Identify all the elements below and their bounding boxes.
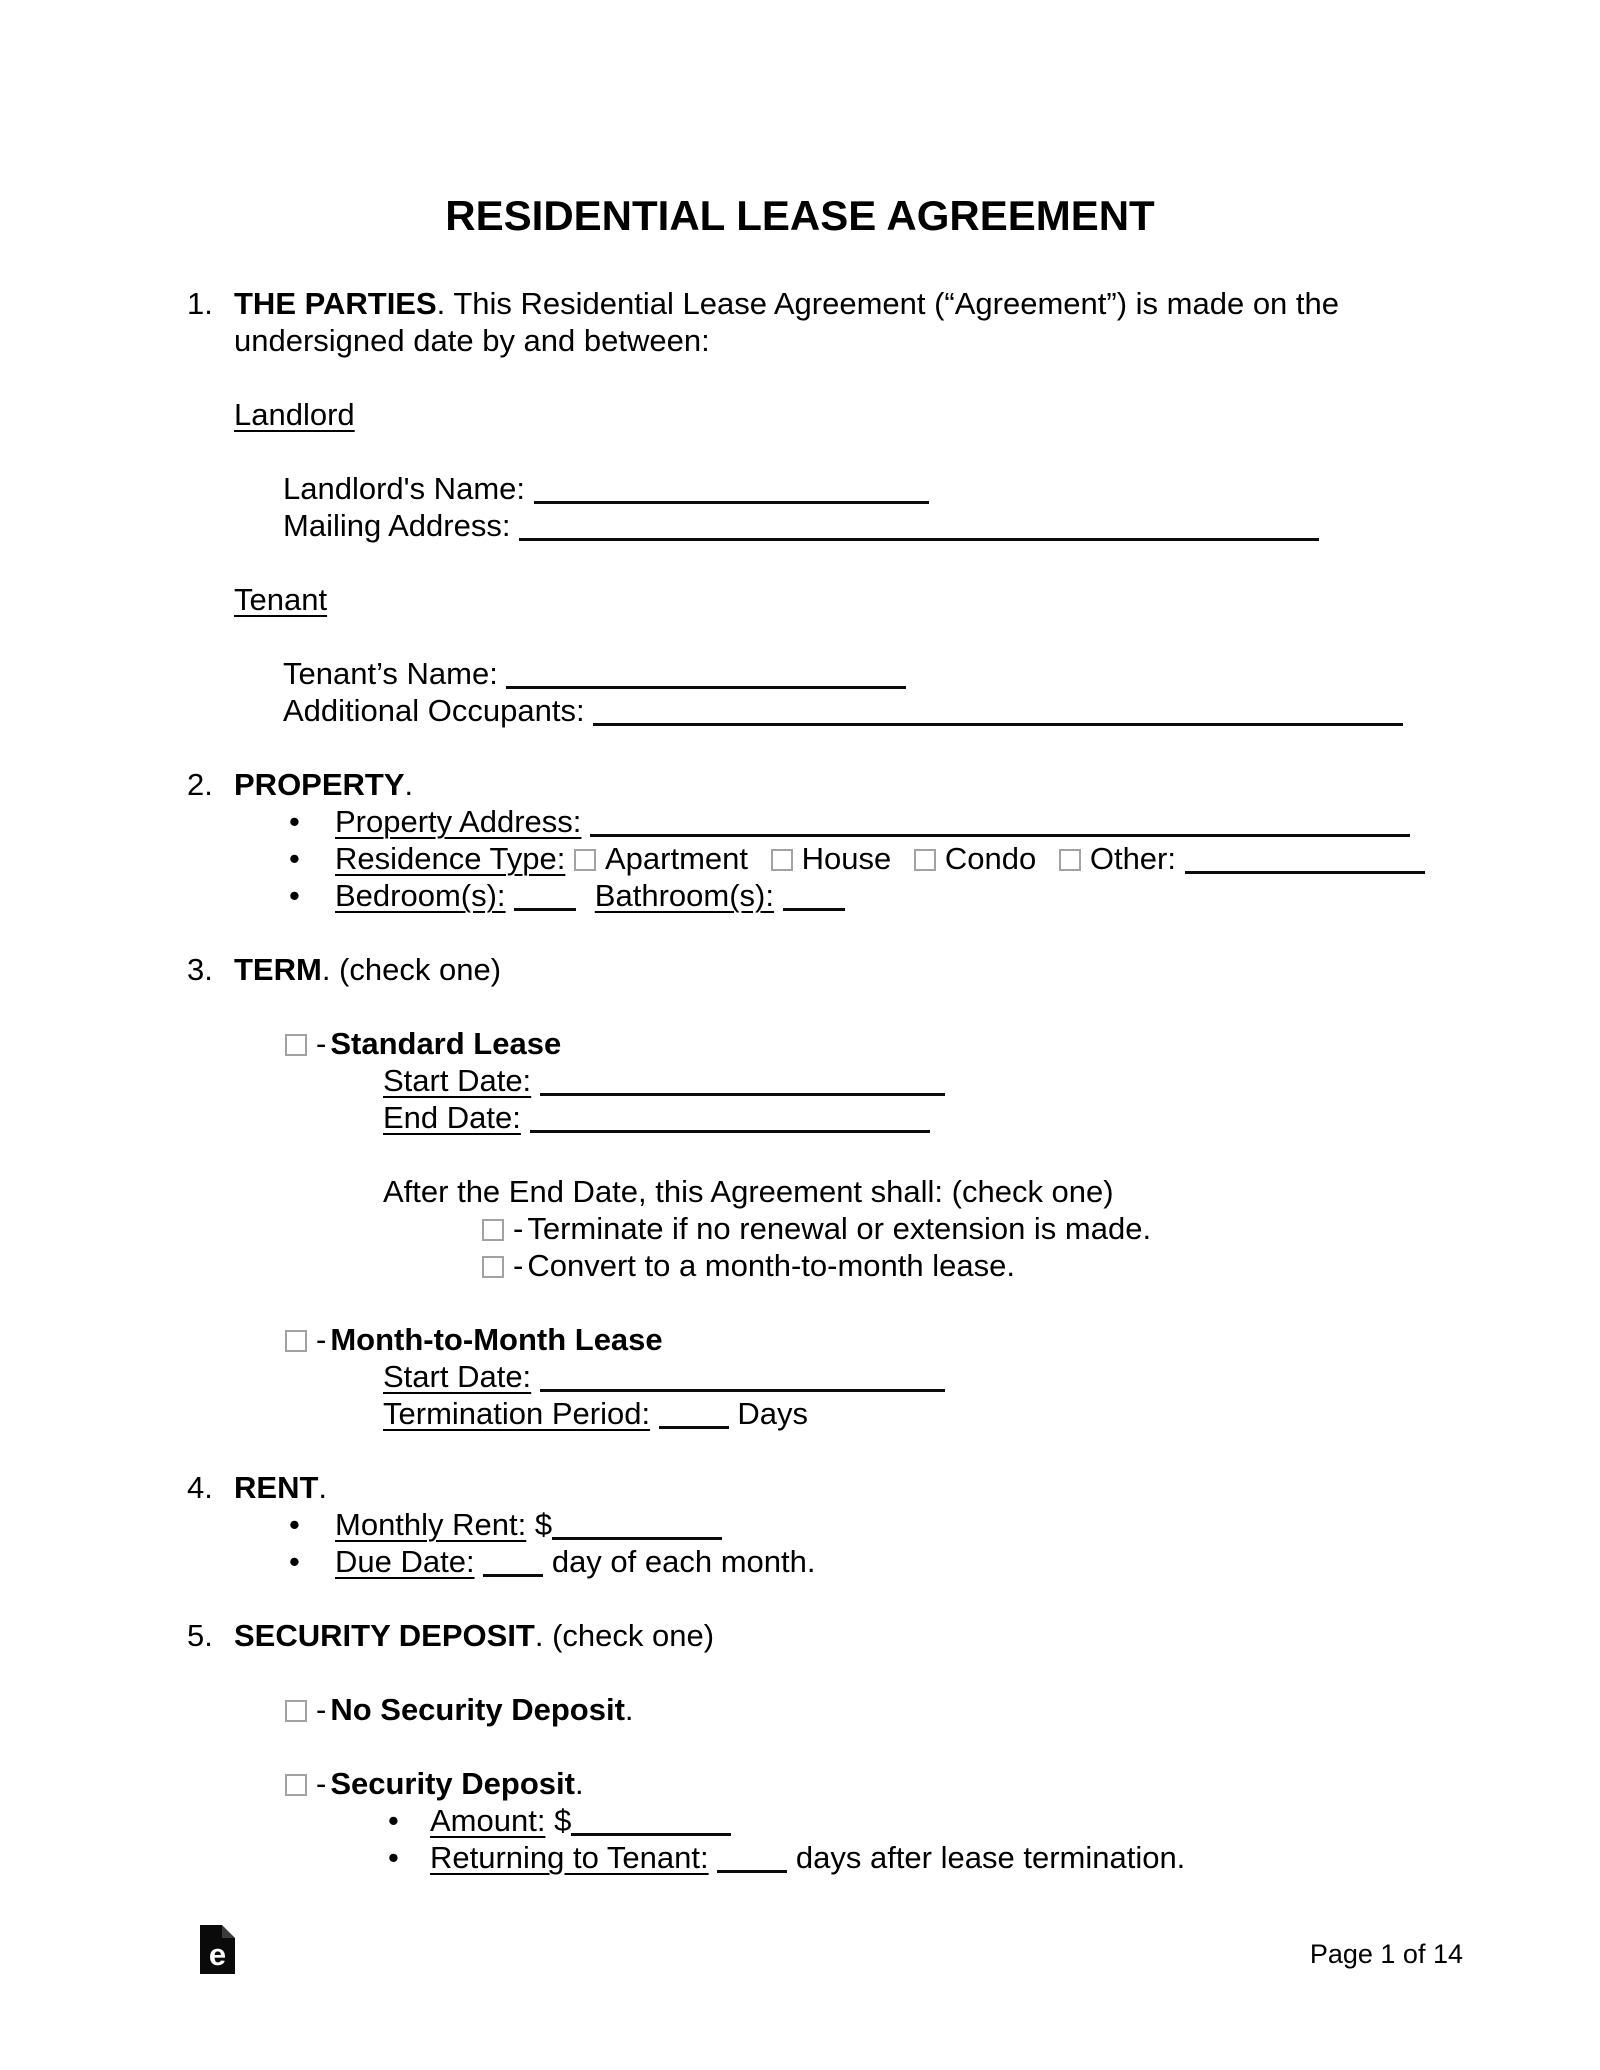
checkbox-residence-house[interactable] [771, 849, 793, 871]
eforms-logo-icon [200, 1925, 235, 1974]
section-rent-number: 4. [187, 1470, 213, 1505]
deposit-amount-row [234, 1802, 1460, 1839]
section-security-deposit-heading-line [234, 1617, 1460, 1654]
monthly-rent-row [234, 1506, 1460, 1543]
residence-option-house: House [801, 841, 892, 876]
page-title: RESIDENTIAL LEASE AGREEMENT [445, 192, 1155, 239]
checkbox-residence-other[interactable] [1059, 849, 1081, 871]
checkbox-month-to-month-lease[interactable] [285, 1330, 307, 1352]
due-date-label: Due Date: [335, 1544, 475, 1579]
checkbox-standard-lease[interactable] [285, 1034, 307, 1056]
returning-to-tenant-field[interactable] [717, 1850, 787, 1873]
section-rent-heading: RENT [234, 1470, 319, 1505]
returning-to-tenant-row [234, 1839, 1460, 1876]
bullet-icon: • [289, 804, 300, 839]
m2m-start-date-field[interactable] [540, 1369, 945, 1392]
deposit-amount-field[interactable] [571, 1813, 731, 1836]
due-date-field[interactable] [483, 1554, 543, 1577]
page-number: Page 1 of 14 [1309, 1939, 1463, 1969]
dash: - [316, 1766, 327, 1801]
standard-end-date-row [383, 1099, 1460, 1136]
standard-start-date-field[interactable] [540, 1073, 945, 1096]
property-address-label: Property Address: [335, 804, 582, 839]
section-parties-intro-line2: undersigned date by and between: [234, 323, 710, 358]
additional-occupants-row [283, 692, 1460, 729]
checkbox-convert-month-to-month[interactable] [482, 1256, 504, 1278]
monthly-rent-field[interactable] [552, 1517, 722, 1540]
section-rent-heading-line [234, 1469, 1460, 1506]
section-rent-heading-rest: . [318, 1470, 328, 1505]
bullet-icon: • [388, 1840, 399, 1875]
checkbox-security-deposit[interactable] [285, 1774, 307, 1796]
section-security-deposit-number: 5. [187, 1618, 213, 1653]
security-deposit-row [285, 1765, 1460, 1802]
bedrooms-field[interactable] [514, 888, 576, 911]
section-parties-number: 1. [187, 286, 213, 321]
landlord-name-field[interactable] [534, 481, 929, 504]
bullet-icon: • [289, 1507, 300, 1542]
section-term [187, 951, 1460, 1432]
currency-symbol: $ [534, 1507, 553, 1542]
dash: - [513, 1211, 524, 1246]
dash: - [316, 1026, 327, 1061]
bathrooms-field[interactable] [783, 888, 845, 911]
month-to-month-lease-row [285, 1321, 1460, 1358]
section-parties-heading: THE PARTIES [234, 286, 437, 321]
residence-type-label: Residence Type: [335, 841, 566, 876]
due-date-suffix: day of each month. [551, 1544, 816, 1579]
property-address-row [234, 803, 1460, 840]
section-property [187, 766, 1460, 914]
tenant-heading: Tenant [234, 582, 328, 617]
landlord-heading: Landlord [234, 397, 355, 432]
returning-to-tenant-suffix: days after lease termination. [795, 1840, 1186, 1875]
mailing-address-field[interactable] [519, 518, 1319, 541]
bedrooms-label: Bedroom(s): [335, 878, 506, 913]
m2m-start-date-row [383, 1358, 1460, 1395]
termination-period-row [383, 1395, 1460, 1432]
section-parties-intro [234, 285, 1460, 359]
after-end-option-convert-row [482, 1247, 1460, 1284]
tenant-name-label: Tenant’s Name: [283, 656, 498, 691]
month-to-month-lease-label: Month-to-Month Lease [330, 1322, 663, 1357]
section-security-deposit-heading: SECURITY DEPOSIT [234, 1618, 535, 1653]
section-property-heading-line [234, 766, 1460, 803]
standard-end-date-field[interactable] [530, 1110, 930, 1133]
additional-occupants-label: Additional Occupants: [283, 693, 585, 728]
period: . [574, 1766, 584, 1801]
returning-to-tenant-label: Returning to Tenant: [430, 1840, 709, 1875]
bullet-icon: • [289, 1544, 300, 1579]
standard-start-date-row [383, 1062, 1460, 1099]
deposit-amount-label: Amount: [430, 1803, 546, 1838]
section-parties-intro-rest: . This Residential Lease Agreement (“Agreement”) is made on the [436, 286, 1340, 321]
bathrooms-label: Bathroom(s): [594, 878, 774, 913]
mailing-address-label: Mailing Address: [283, 508, 511, 543]
bullet-icon: • [289, 878, 300, 913]
monthly-rent-label: Monthly Rent: [335, 1507, 527, 1542]
checkbox-residence-apartment[interactable] [574, 849, 596, 871]
standard-start-date-label: Start Date: [383, 1063, 532, 1098]
section-property-number: 2. [187, 767, 213, 802]
bedrooms-bathrooms-row [234, 877, 1460, 914]
section-property-heading: PROPERTY [234, 767, 405, 802]
additional-occupants-field[interactable] [593, 703, 1403, 726]
security-deposit-label: Security Deposit [330, 1766, 575, 1801]
residence-option-apartment: Apartment [604, 841, 748, 876]
tenant-name-field[interactable] [506, 666, 906, 689]
bullet-icon: • [289, 841, 300, 876]
landlord-name-row [283, 470, 1460, 507]
section-term-number: 3. [187, 952, 213, 987]
termination-period-field[interactable] [659, 1406, 729, 1429]
landlord-name-label: Landlord's Name: [283, 471, 525, 506]
bullet-icon: • [388, 1803, 399, 1838]
residence-type-row [234, 840, 1460, 877]
residence-other-field[interactable] [1185, 851, 1425, 874]
no-security-deposit-label: No Security Deposit [330, 1692, 625, 1727]
mailing-address-row [283, 507, 1460, 544]
section-security-deposit-heading-rest: . (check one) [534, 1618, 715, 1653]
standard-lease-row [285, 1025, 1460, 1062]
currency-symbol: $ [554, 1803, 572, 1838]
after-end-option-terminate-row [482, 1210, 1460, 1247]
section-term-heading: TERM [234, 952, 322, 987]
no-security-deposit-row [285, 1691, 1460, 1728]
termination-period-suffix: Days [737, 1396, 808, 1431]
checkbox-no-security-deposit[interactable] [285, 1700, 307, 1722]
residence-option-condo: Condo [944, 841, 1037, 876]
property-address-field[interactable] [590, 814, 1410, 837]
standard-end-date-label: End Date: [383, 1100, 521, 1135]
tenant-name-row [283, 655, 1460, 692]
termination-period-label: Termination Period: [383, 1396, 651, 1431]
section-rent [187, 1469, 1460, 1580]
dash: - [316, 1692, 327, 1727]
section-term-heading-rest: . (check one) [321, 952, 502, 987]
residence-option-other-label: Other: [1089, 841, 1176, 876]
period: . [624, 1692, 634, 1727]
m2m-start-date-label: Start Date: [383, 1359, 532, 1394]
dash: - [513, 1248, 524, 1283]
section-term-heading-line [234, 951, 1460, 988]
section-property-heading-rest: . [404, 767, 414, 802]
after-end-date-text: After the End Date, this Agreement shall: (check one) [383, 1174, 1114, 1209]
logo-letter: e [208, 1937, 227, 1972]
due-date-row [234, 1543, 1460, 1580]
after-end-option-convert-label: Convert to a month-to-month lease. [527, 1248, 1015, 1283]
dash: - [316, 1322, 327, 1357]
after-end-option-terminate-label: Terminate if no renewal or extension is made. [527, 1211, 1152, 1246]
checkbox-residence-condo[interactable] [914, 849, 936, 871]
checkbox-terminate[interactable] [482, 1219, 504, 1241]
section-security-deposit [187, 1617, 1460, 1876]
section-parties [187, 285, 1460, 729]
standard-lease-label: Standard Lease [330, 1026, 562, 1061]
